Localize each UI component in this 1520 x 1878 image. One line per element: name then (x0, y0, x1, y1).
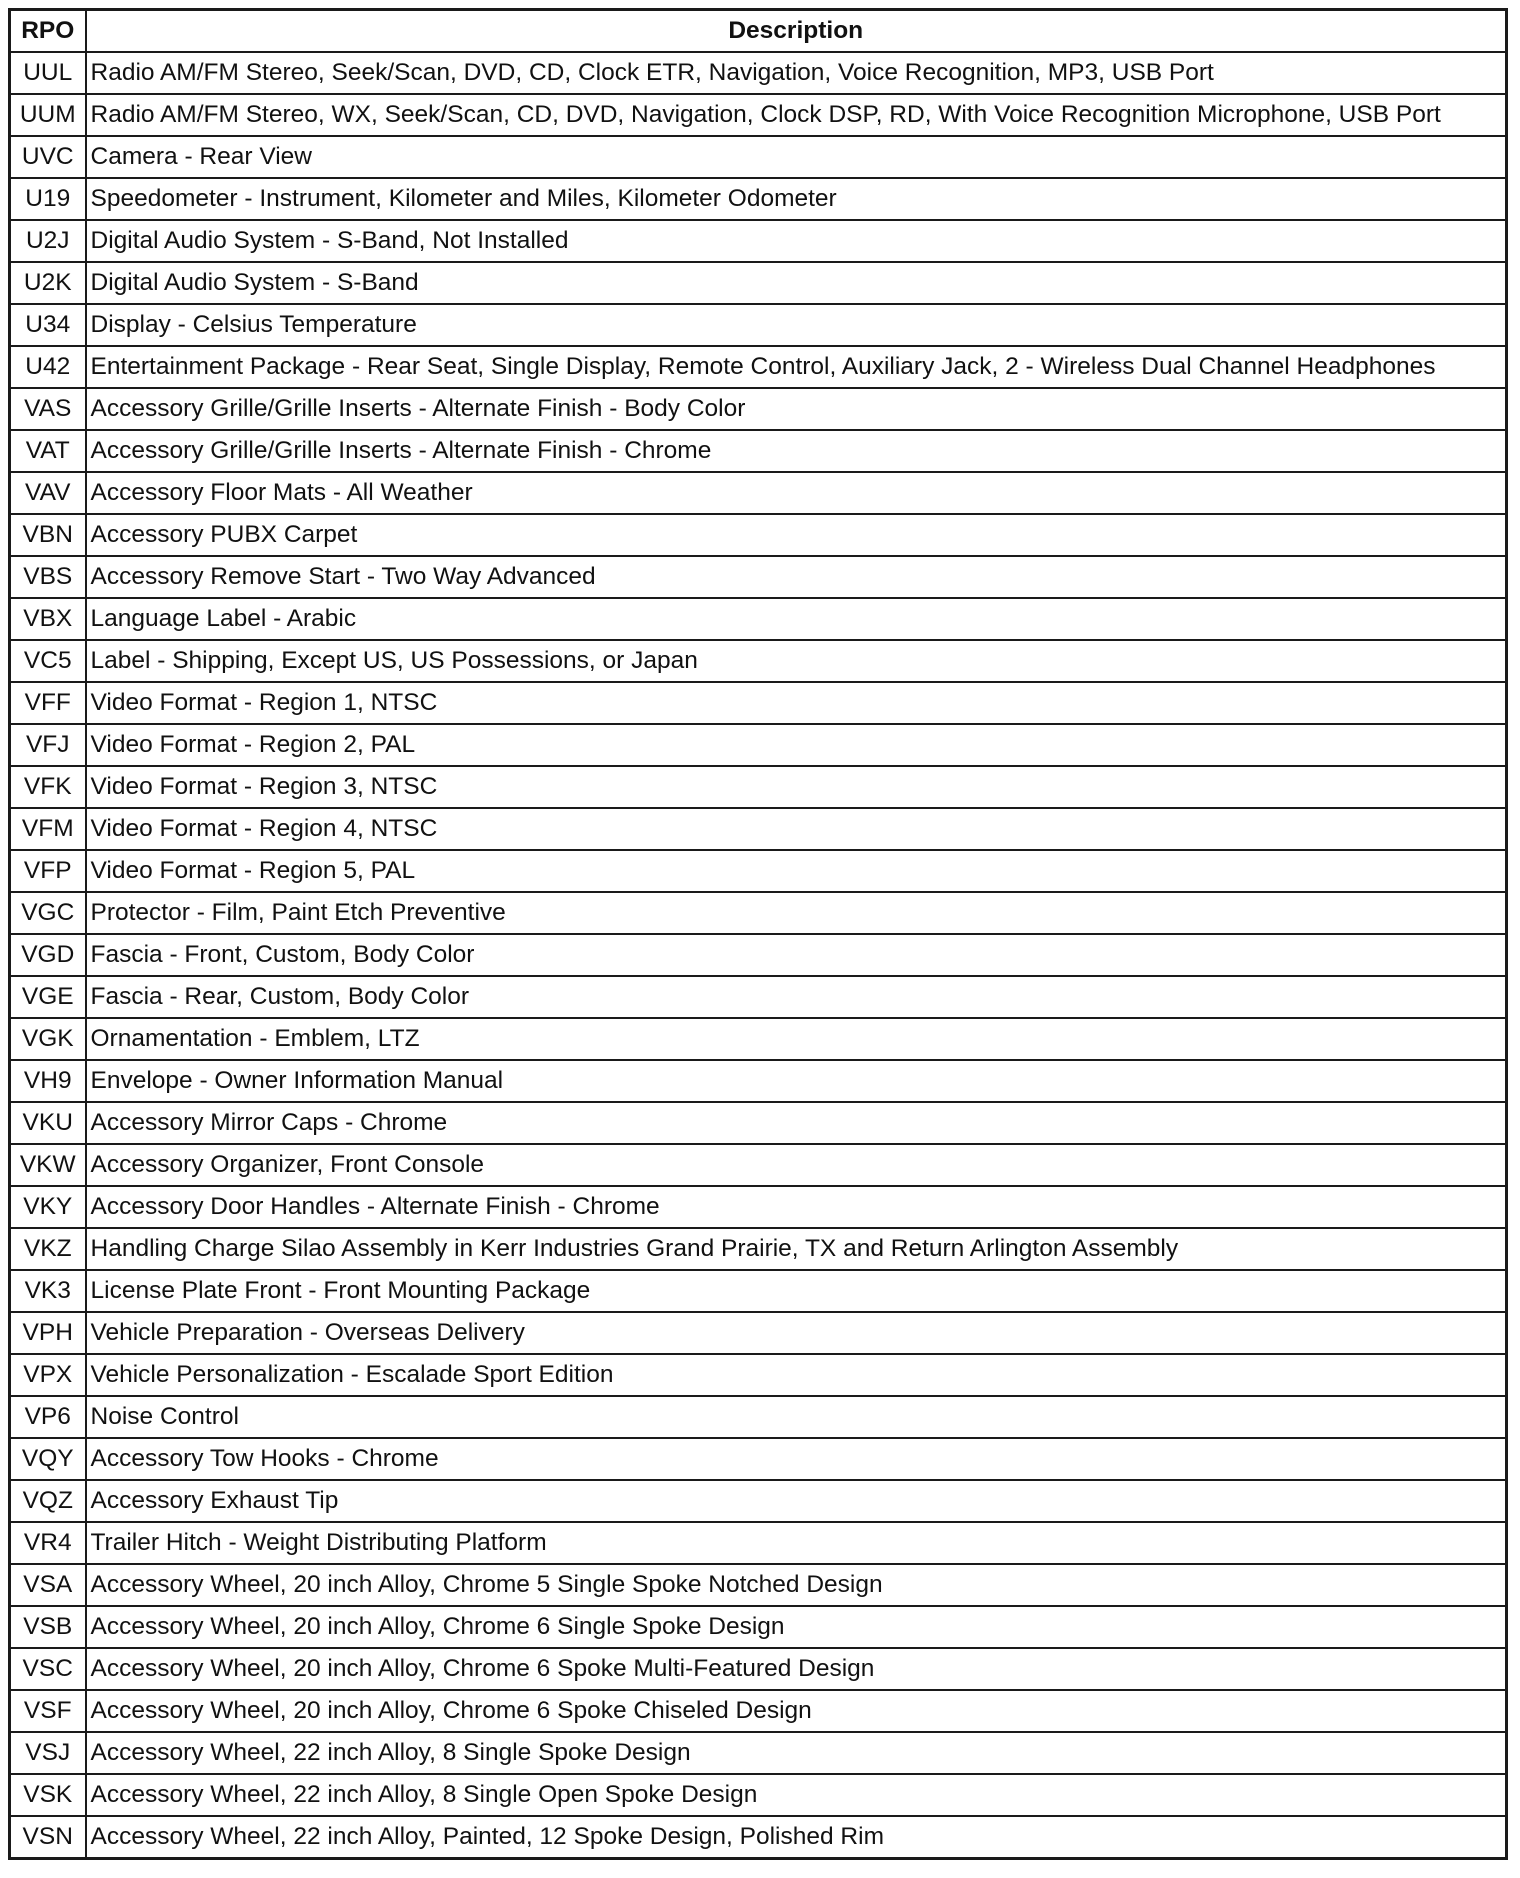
rpo-table (8, 8, 1508, 1860)
rpo-code-cell: VBS (10, 556, 86, 598)
description-cell: Language Label - Arabic (86, 598, 1507, 640)
description-cell: Accessory Wheel, 20 inch Alloy, Chrome 6 Spoke Chiseled Design (86, 1690, 1507, 1732)
rpo-code-cell: VH9 (10, 1060, 86, 1102)
description-cell: Envelope - Owner Information Manual (86, 1060, 1507, 1102)
rpo-code-cell: VKZ (10, 1228, 86, 1270)
rpo-code-cell: VFM (10, 808, 86, 850)
rpo-code-cell: VFP (10, 850, 86, 892)
table-row (10, 934, 1507, 976)
table-row (10, 1522, 1507, 1564)
rpo-code-cell: VK3 (10, 1270, 86, 1312)
table-row (10, 1228, 1507, 1270)
rpo-code-cell: UUL (10, 52, 86, 94)
table-row (10, 1186, 1507, 1228)
rpo-code-cell: VSJ (10, 1732, 86, 1774)
table-row (10, 514, 1507, 556)
table-row (10, 52, 1507, 94)
table-row (10, 850, 1507, 892)
table-row (10, 388, 1507, 430)
description-cell: Accessory Exhaust Tip (86, 1480, 1507, 1522)
description-cell: Accessory Wheel, 20 inch Alloy, Chrome 5 Single Spoke Notched Design (86, 1564, 1507, 1606)
description-cell: Accessory Wheel, 22 inch Alloy, 8 Single Open Spoke Design (86, 1774, 1507, 1816)
description-cell: Handling Charge Silao Assembly in Kerr Industries Grand Prairie, TX and Return Arlington Assembly (86, 1228, 1507, 1270)
rpo-code-cell: VGK (10, 1018, 86, 1060)
rpo-column-header: RPO (10, 10, 86, 53)
table-row (10, 1354, 1507, 1396)
table-row (10, 262, 1507, 304)
description-cell: Accessory PUBX Carpet (86, 514, 1507, 556)
rpo-code-cell: U2K (10, 262, 86, 304)
description-cell: Vehicle Personalization - Escalade Sport Edition (86, 1354, 1507, 1396)
rpo-code-cell: VBN (10, 514, 86, 556)
rpo-code-cell: U19 (10, 178, 86, 220)
rpo-code-cell: VGD (10, 934, 86, 976)
table-row (10, 304, 1507, 346)
table-row (10, 1564, 1507, 1606)
table-row (10, 766, 1507, 808)
description-cell: Label - Shipping, Except US, US Possessions, or Japan (86, 640, 1507, 682)
rpo-code-cell: VSK (10, 1774, 86, 1816)
description-cell: Camera - Rear View (86, 136, 1507, 178)
table-row (10, 94, 1507, 136)
rpo-code-cell: VAT (10, 430, 86, 472)
rpo-code-cell: VAV (10, 472, 86, 514)
rpo-code-cell: VSN (10, 1816, 86, 1859)
description-cell: Digital Audio System - S-Band, Not Installed (86, 220, 1507, 262)
description-cell: Display - Celsius Temperature (86, 304, 1507, 346)
table-row (10, 136, 1507, 178)
table-row (10, 1438, 1507, 1480)
description-cell: Video Format - Region 2, PAL (86, 724, 1507, 766)
description-cell: Accessory Tow Hooks - Chrome (86, 1438, 1507, 1480)
rpo-code-cell: U34 (10, 304, 86, 346)
table-row (10, 556, 1507, 598)
rpo-code-cell: VSA (10, 1564, 86, 1606)
rpo-code-cell: VFJ (10, 724, 86, 766)
table-row (10, 1648, 1507, 1690)
description-cell: Accessory Remove Start - Two Way Advanced (86, 556, 1507, 598)
description-cell: Protector - Film, Paint Etch Preventive (86, 892, 1507, 934)
table-body (10, 52, 1507, 1859)
description-cell: Accessory Wheel, 20 inch Alloy, Chrome 6 Spoke Multi-Featured Design (86, 1648, 1507, 1690)
rpo-code-cell: UUM (10, 94, 86, 136)
description-cell: Speedometer - Instrument, Kilometer and Miles, Kilometer Odometer (86, 178, 1507, 220)
rpo-code-cell: VP6 (10, 1396, 86, 1438)
description-cell: Video Format - Region 3, NTSC (86, 766, 1507, 808)
table-row (10, 808, 1507, 850)
table-row (10, 640, 1507, 682)
table-row (10, 1060, 1507, 1102)
description-cell: Accessory Wheel, 20 inch Alloy, Chrome 6 Single Spoke Design (86, 1606, 1507, 1648)
description-cell: Accessory Mirror Caps - Chrome (86, 1102, 1507, 1144)
description-cell: Accessory Wheel, 22 inch Alloy, 8 Single Spoke Design (86, 1732, 1507, 1774)
table-row (10, 682, 1507, 724)
description-cell: Fascia - Rear, Custom, Body Color (86, 976, 1507, 1018)
description-column-header: Description (86, 10, 1507, 53)
rpo-code-cell: VBX (10, 598, 86, 640)
rpo-code-cell: VGE (10, 976, 86, 1018)
rpo-code-cell: VSB (10, 1606, 86, 1648)
table-row (10, 1018, 1507, 1060)
rpo-code-cell: VSC (10, 1648, 86, 1690)
rpo-code-cell: VR4 (10, 1522, 86, 1564)
description-cell: Accessory Grille/Grille Inserts - Alternate Finish - Body Color (86, 388, 1507, 430)
rpo-code-cell: VQY (10, 1438, 86, 1480)
description-cell: Video Format - Region 1, NTSC (86, 682, 1507, 724)
description-cell: Entertainment Package - Rear Seat, Single Display, Remote Control, Auxiliary Jack, 2 - Wireless Dual Channel Headphones (86, 346, 1507, 388)
table-row (10, 892, 1507, 934)
description-cell: Ornamentation - Emblem, LTZ (86, 1018, 1507, 1060)
rpo-code-cell: U42 (10, 346, 86, 388)
table-row (10, 1606, 1507, 1648)
description-cell: Noise Control (86, 1396, 1507, 1438)
header-row (10, 10, 1507, 53)
table-row (10, 1312, 1507, 1354)
description-cell: Accessory Grille/Grille Inserts - Alternate Finish - Chrome (86, 430, 1507, 472)
table-row (10, 598, 1507, 640)
description-cell: Video Format - Region 5, PAL (86, 850, 1507, 892)
description-cell: Accessory Wheel, 22 inch Alloy, Painted, 12 Spoke Design, Polished Rim (86, 1816, 1507, 1859)
table-row (10, 1774, 1507, 1816)
table-row (10, 430, 1507, 472)
description-cell: Fascia - Front, Custom, Body Color (86, 934, 1507, 976)
rpo-code-cell: VGC (10, 892, 86, 934)
rpo-code-cell: VPX (10, 1354, 86, 1396)
rpo-code-cell: VKW (10, 1144, 86, 1186)
description-cell: Accessory Door Handles - Alternate Finish - Chrome (86, 1186, 1507, 1228)
description-cell: License Plate Front - Front Mounting Package (86, 1270, 1507, 1312)
description-cell: Vehicle Preparation - Overseas Delivery (86, 1312, 1507, 1354)
rpo-code-cell: VAS (10, 388, 86, 430)
rpo-code-cell: VQZ (10, 1480, 86, 1522)
table-row (10, 1816, 1507, 1859)
table-row (10, 1732, 1507, 1774)
rpo-code-cell: UVC (10, 136, 86, 178)
table-row (10, 1690, 1507, 1732)
table-row (10, 1102, 1507, 1144)
rpo-code-cell: VKY (10, 1186, 86, 1228)
table-row (10, 178, 1507, 220)
rpo-code-cell: VSF (10, 1690, 86, 1732)
description-cell: Accessory Floor Mats - All Weather (86, 472, 1507, 514)
rpo-code-cell: VFF (10, 682, 86, 724)
rpo-code-cell: VC5 (10, 640, 86, 682)
description-cell: Trailer Hitch - Weight Distributing Platform (86, 1522, 1507, 1564)
rpo-code-cell: VKU (10, 1102, 86, 1144)
table-row (10, 1270, 1507, 1312)
table-row (10, 346, 1507, 388)
description-cell: Radio AM/FM Stereo, Seek/Scan, DVD, CD, Clock ETR, Navigation, Voice Recognition, MP3, USB Port (86, 52, 1507, 94)
description-cell: Radio AM/FM Stereo, WX, Seek/Scan, CD, DVD, Navigation, Clock DSP, RD, With Voice Recognition Microphone, USB Port (86, 94, 1507, 136)
table-row (10, 472, 1507, 514)
table-row (10, 220, 1507, 262)
table-row (10, 976, 1507, 1018)
table-row (10, 1396, 1507, 1438)
description-cell: Digital Audio System - S-Band (86, 262, 1507, 304)
table-row (10, 1480, 1507, 1522)
rpo-code-cell: U2J (10, 220, 86, 262)
table-row (10, 724, 1507, 766)
table-row (10, 1144, 1507, 1186)
rpo-code-cell: VFK (10, 766, 86, 808)
description-cell: Accessory Organizer, Front Console (86, 1144, 1507, 1186)
rpo-code-cell: VPH (10, 1312, 86, 1354)
description-cell: Video Format - Region 4, NTSC (86, 808, 1507, 850)
